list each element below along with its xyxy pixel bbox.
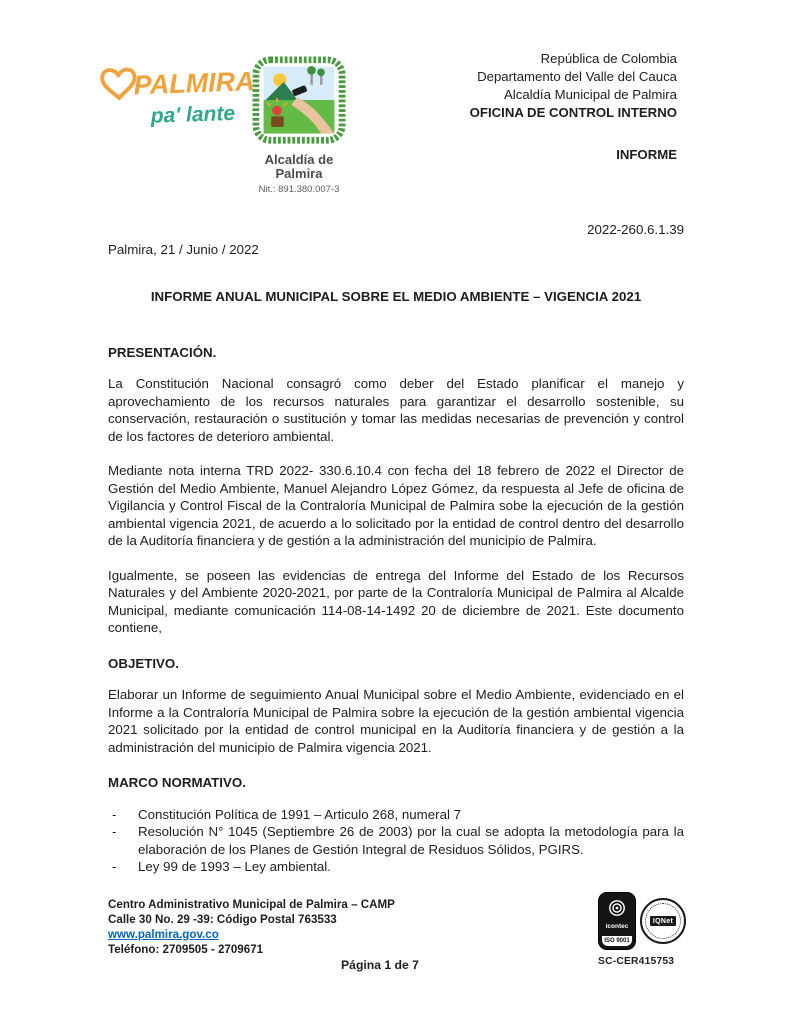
list-item-text: Resolución N° 1045 (Septiembre 26 de 2003) por la cual se adopta la metodología para la elaboración de los Planes de Gestión Integral de Residuos Sólidos, PGIRS. — [138, 824, 684, 857]
iqnet-seal-icon — [640, 898, 686, 944]
website-link[interactable]: www.palmira.gov.co — [108, 928, 219, 941]
dash-bullet: - — [112, 824, 117, 839]
org-line-office: OFICINA DE CONTROL INTERNO — [469, 105, 677, 120]
icontec-label: icontec — [605, 923, 629, 930]
brand-tagline: pa' lante — [150, 101, 236, 128]
marco-normativo-list — [108, 806, 684, 876]
footer-address-line1: Centro Administrativo Municipal de Palmira – CAMP — [108, 898, 395, 911]
org-line-municipality: Alcaldía Municipal de Palmira — [504, 87, 677, 102]
crest-caption: Alcaldía de Palmira — [264, 152, 334, 182]
footer-address-block — [108, 897, 395, 957]
list-item-text: Ley 99 de 1993 – Ley ambiental. — [138, 859, 331, 874]
doc-type-label: INFORME — [616, 147, 677, 162]
list-item — [108, 806, 684, 824]
org-line-department: Departamento del Valle del Cauca — [477, 69, 677, 84]
objetivo-paragraph: Elaborar un Informe de seguimiento Anual Municipal sobre el Medio Ambiente, evidenciado en el Informe a la Contraloría Municipal de Palmira sobre la ejecución de la gestión ambiental vigencia 2021 solicitado por la entidad de control municipal en la Auditoría financiera y de gestión a la administración del municipio de Palmira vigencia 2021. — [108, 687, 684, 755]
crest-icon — [251, 133, 347, 150]
palmira-brand-logo — [97, 59, 256, 128]
presentacion-paragraph-3: Igualmente, se poseen las evidencias de entrega del Informe del Estado de los Recursos Naturales y del Ambiente 2020-2021, por parte de la Contraloría Municipal de Palmira al Alcalde Municipal, mediante comunicación 114-08-14-1492 20 de diciembre de 2021. Este documento contiene, — [108, 567, 684, 635]
icontec-spiral-icon — [608, 899, 626, 922]
list-item-text: Constitución Política de 1991 – Articulo 268, numeral 7 — [138, 806, 462, 822]
heading-presentacion: PRESENTACIÓN. — [108, 344, 217, 360]
presentacion-paragraph-1: La Constitución Nacional consagró como deber del Estado planificar el manejo y aprovechamiento de los recursos naturales para garantizar el desarrollo sostenible, su conservación, restauración o sustitución y tomar las medidas necesarias de prevención y control de los factores de deterioro ambiental. — [108, 376, 684, 444]
heading-marco-normativo: MARCO NORMATIVO. — [108, 775, 246, 790]
page-indicator: Página 1 de 7 — [341, 958, 419, 972]
org-header-block — [470, 50, 677, 164]
reference-number: 2022-260.6.1.39 — [587, 222, 684, 237]
document-title: INFORME ANUAL MUNICIPAL SOBRE EL MEDIO AMBIENTE – VIGENCIA 2021 — [150, 289, 642, 304]
dash-bullet: - — [112, 859, 117, 874]
iqnet-label: IQNet — [650, 916, 676, 926]
footer-phone-line: Teléfono: 2709505 - 2709671 — [108, 943, 264, 956]
crest-nit: Nit.: 891.380.007-3 — [258, 183, 340, 195]
dash-bullet: - — [112, 806, 117, 822]
alcaldia-crest — [243, 56, 355, 195]
footer-address-line2: Calle 30 No. 29 -39: Código Postal 763533 — [108, 913, 337, 926]
icontec-seal-icon — [598, 892, 636, 950]
heading-objetivo: OBJETIVO. — [108, 655, 179, 671]
iso-9001-label: ISO 9001 — [602, 936, 632, 946]
presentacion-paragraph-2: Mediante nota interna TRD 2022- 330.6.10.4 con fecha del 18 febrero de 2022 el Director de Gestión del Medio Ambiente, Manuel Alejandro López Gómez, da respuesta al Jefe de oficina de Vigilancia y Control Fiscal de la Contraloría Municipal de Palmira sobe la ejecución de la gestión ambiental vigencia 2021, de acuerdo a lo solicitado por la entidad de control dentro del desarrollo de la Auditoría financiera y de gestión a la administración del municipio de Palmira. — [108, 463, 684, 548]
certification-seals — [598, 892, 690, 967]
brand-wordmark: PALMIRA — [133, 66, 256, 101]
list-item — [108, 823, 684, 858]
date-line: Palmira, 21 / Junio / 2022 — [108, 241, 259, 257]
certificate-number: SC-CER415753 — [598, 956, 675, 967]
document-body — [108, 221, 684, 876]
list-item — [108, 858, 684, 876]
org-line-country: República de Colombia — [540, 51, 677, 66]
